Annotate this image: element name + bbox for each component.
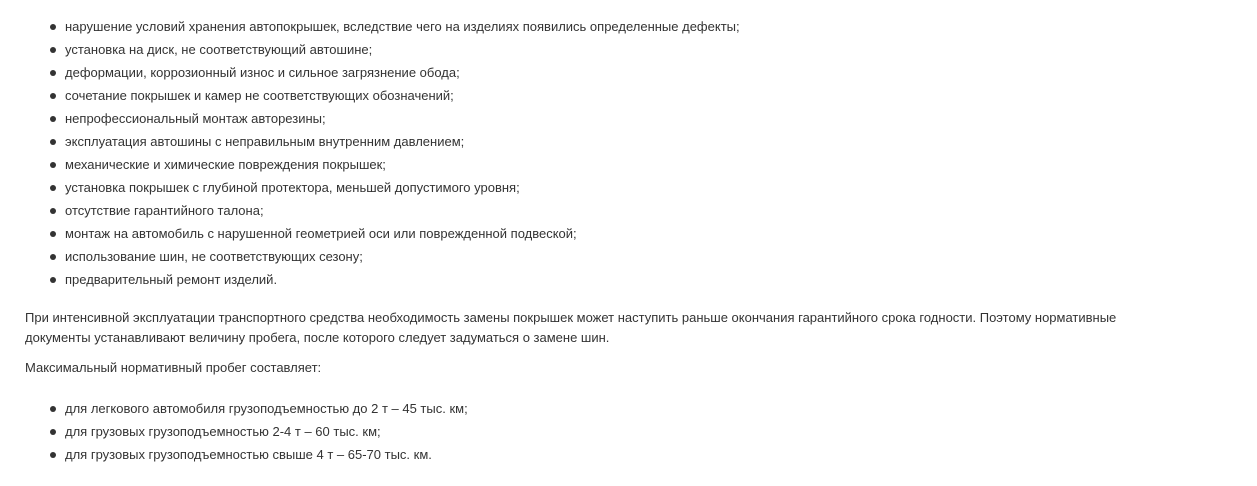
list-item: предварительный ремонт изделий.: [65, 268, 1175, 291]
list-item: монтаж на автомобиль с нарушенной геометрией оси или поврежденной подвеской;: [65, 222, 1175, 245]
list-item: нарушение условий хранения автопокрышек, вследствие чего на изделиях появились определенные дефекты;: [65, 15, 1175, 38]
list-item: сочетание покрышек и камер не соответствующих обозначений;: [65, 84, 1175, 107]
list-item: для грузовых грузоподъемностью 2-4 т – 60 тыс. км;: [65, 420, 1175, 443]
list-item: установка покрышек с глубиной протектора, меньшей допустимого уровня;: [65, 176, 1175, 199]
list-item: деформации, коррозионный износ и сильное загрязнение обода;: [65, 61, 1175, 84]
list-item: эксплуатация автошины с неправильным внутренним давлением;: [65, 130, 1175, 153]
max-mileage-list: [25, 397, 1175, 466]
max-mileage-intro: Максимальный нормативный пробег составляет:: [25, 360, 322, 375]
list-item: для легкового автомобиля грузоподъемностью до 2 т – 45 тыс. км;: [65, 397, 1175, 420]
warranty-exclusions-list: [25, 0, 1175, 291]
list-item: для грузовых грузоподъемностью свыше 4 т – 65-70 тыс. км.: [65, 443, 1175, 466]
list-item: использование шин, не соответствующих сезону;: [65, 245, 1175, 268]
list-item: отсутствие гарантийного талона;: [65, 199, 1175, 222]
intensive-use-paragraph: При интенсивной эксплуатации транспортного средства необходимость замены покрышек может наступить раньше окончания гарантийного срока годности. Поэтому нормативные документы устанавливают величину пробега, после которого следует задуматься о замене шин.: [25, 310, 1117, 345]
list-item: установка на диск, не соответствующий автошине;: [65, 38, 1175, 61]
list-item: непрофессиональный монтаж авторезины;: [65, 107, 1175, 130]
list-item: механические и химические повреждения покрышек;: [65, 153, 1175, 176]
